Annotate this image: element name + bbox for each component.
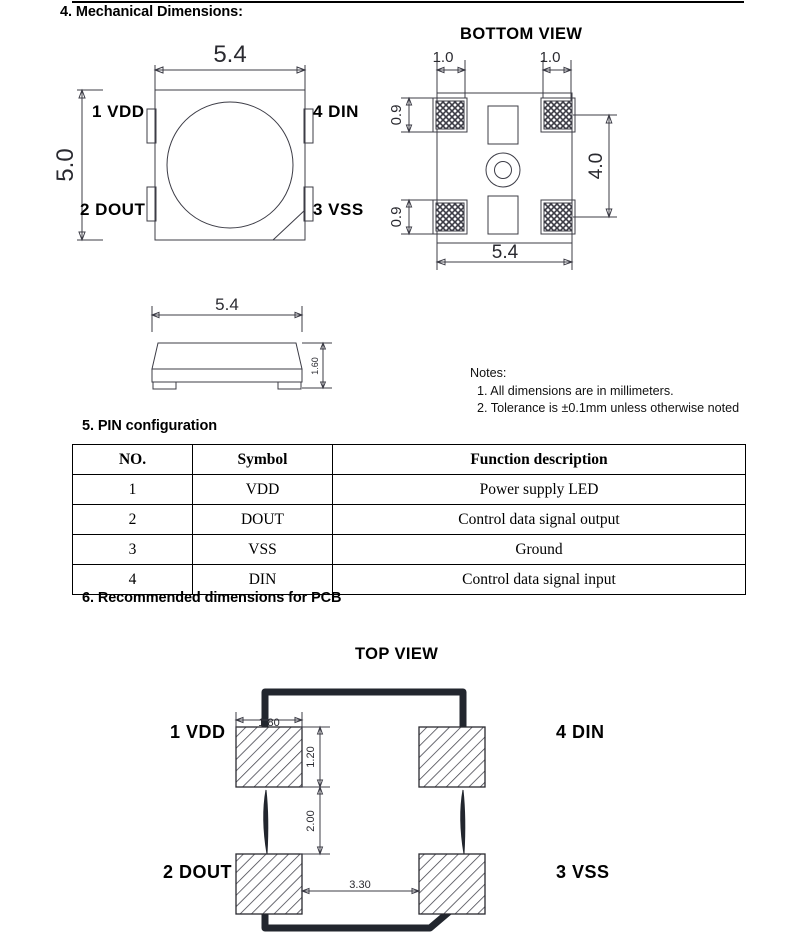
column-header-function: Function description: [333, 445, 746, 475]
section-heading-mechanical: [60, 4, 243, 20]
section-number: 6.: [82, 590, 94, 606]
cell-symbol: VDD: [193, 475, 333, 505]
pin-configuration-table: [72, 444, 746, 595]
notes-block: [470, 365, 739, 418]
front-pin-label-3-vss: 3 VSS: [313, 200, 364, 219]
bottom-pad-width-right-dim: 1.0: [539, 49, 561, 66]
bottom-view-title: BOTTOM VIEW: [460, 25, 583, 43]
table-header-row: [73, 445, 746, 475]
cell-no: 3: [73, 535, 193, 565]
cell-no: 4: [73, 565, 193, 595]
section-heading-pcb-dimensions: [82, 590, 341, 606]
front-height-dim: 5.0: [52, 148, 79, 182]
section-heading-pin-configuration: [82, 418, 217, 434]
pcb-pad-label-2-dout: 2 DOUT: [163, 862, 233, 882]
cell-function: Control data signal output: [333, 505, 746, 535]
bottom-pad-height-bottom-dim: 0.9: [388, 206, 405, 228]
note-item-2: 2. Tolerance is ±0.1mm unless otherwise noted: [477, 401, 740, 415]
pcb-vertical-gap-dim: 2.00: [305, 810, 317, 832]
bottom-body-height-dim: 4.0: [586, 152, 607, 180]
cell-no: 2: [73, 505, 193, 535]
cell-function: Power supply LED: [333, 475, 746, 505]
table-row: [73, 505, 746, 535]
cell-symbol: DIN: [193, 565, 333, 595]
side-width-dim: 5.4: [215, 295, 239, 314]
pcb-pad-label-4-din: 4 DIN: [556, 722, 605, 742]
side-view-drawing: [120, 292, 360, 392]
pcb-pad-4-din: [419, 727, 485, 787]
cell-symbol: VSS: [193, 535, 333, 565]
front-pin-label-4-din: 4 DIN: [313, 102, 359, 121]
section-number: 5.: [82, 418, 94, 434]
pcb-pad-label-3-vss: 3 VSS: [556, 862, 610, 882]
pcb-footprint-drawing: [170, 678, 590, 946]
column-header-symbol: Symbol: [193, 445, 333, 475]
pcb-pad-height-dim: 1.20: [305, 746, 317, 768]
pcb-pad-label-1-vdd: 1 VDD: [170, 722, 226, 742]
section-title: PIN configuration: [97, 418, 217, 434]
pcb-pad-1-vdd: [236, 727, 302, 787]
front-width-dim: 5.4: [213, 41, 247, 68]
cell-no: 1: [73, 475, 193, 505]
cell-function: Control data signal input: [333, 565, 746, 595]
notes-heading: Notes:: [470, 366, 507, 380]
table-row: [73, 475, 746, 505]
pcb-top-view-title: TOP VIEW: [355, 645, 439, 663]
pcb-pad-3-vss: [419, 854, 485, 914]
pcb-trace-right: [461, 790, 465, 854]
front-view-drawing: [52, 30, 385, 270]
bottom-view-drawing: [388, 48, 655, 288]
page-top-rule: [72, 1, 744, 3]
front-pin-label-1-vdd: 1 VDD: [92, 102, 145, 121]
section-title: Mechanical Dimensions:: [75, 4, 243, 20]
cell-symbol: DOUT: [193, 505, 333, 535]
pcb-horizontal-gap-dim: 3.30: [349, 879, 371, 891]
note-item-1: 1. All dimensions are in millimeters.: [477, 383, 674, 398]
pcb-pad-width-dim: 1.80: [258, 717, 280, 729]
table-row: [73, 535, 746, 565]
front-pin-label-2-dout: 2 DOUT: [80, 200, 146, 219]
column-header-no: NO.: [73, 445, 193, 475]
bottom-pad-height-top-dim: 0.9: [388, 104, 405, 126]
side-height-dim: 1.60: [310, 357, 320, 375]
bottom-pad-width-left-dim: 1.0: [432, 49, 454, 66]
pcb-trace-left: [264, 790, 268, 854]
cell-function: Ground: [333, 535, 746, 565]
section-number: 4.: [60, 4, 72, 20]
bottom-body-width-dim: 5.4: [491, 242, 519, 263]
pcb-pad-2-dout: [236, 854, 302, 914]
section-title: Recommended dimensions for PCB: [97, 590, 342, 606]
